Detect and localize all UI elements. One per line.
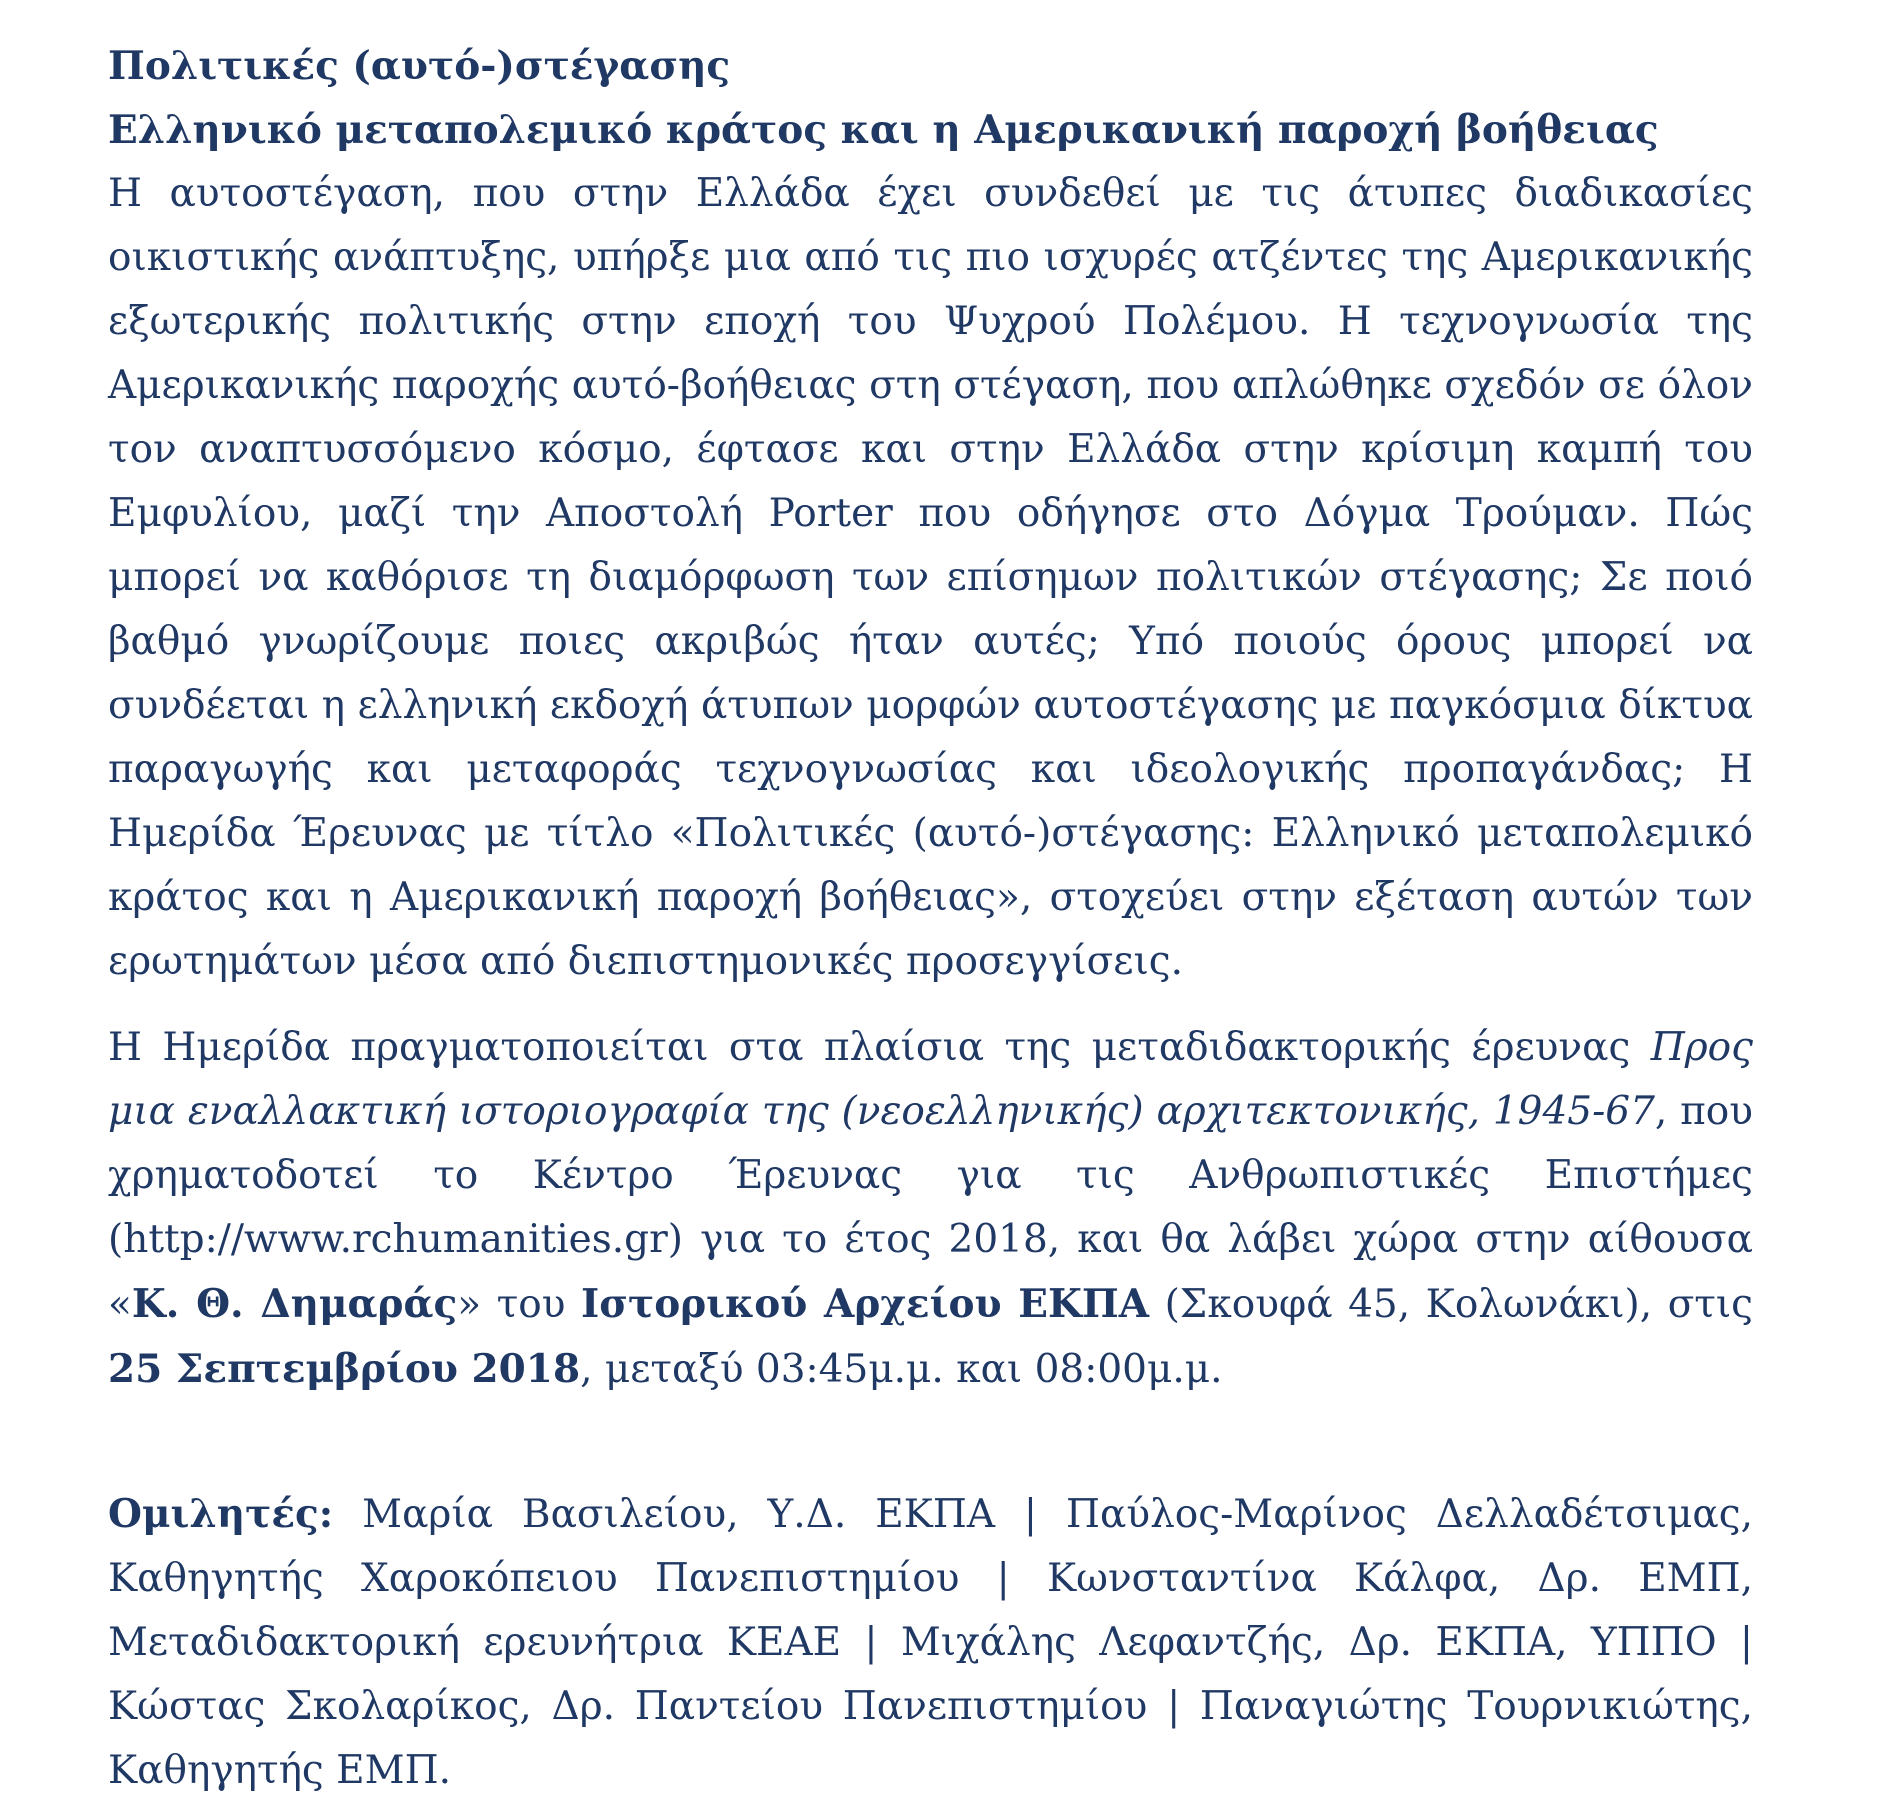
event-time: , μεταξύ 03:45μ.μ. και 08:00μ.μ. xyxy=(580,1347,1223,1392)
document-title: Πολιτικές (αυτό-)στέγασης xyxy=(108,43,731,89)
intro-paragraph: Η αυτοστέγαση, που στην Ελλάδα έχει συνδεθεί με τις άτυπες διαδικασίες οικιστικής ανάπτυξης, υπήρξε μια από τις πιο ισχυρές ατζέντες της Αμερικανικής εξωτερικής πολιτικής στην εποχή του Ψυχρού Πολέμου. Η τεχνογνωσία της Αμερικανικής παροχής αυτό-βοήθειας στη στέγαση, που απλώθηκε σχεδόν σε όλον τον αναπτυσσόμενο κόσμο, έφτασε και στην Ελλάδα στην κρίσιμη καμπή του Εμφυλίου, μαζί την Αποστολή Porter που οδήγησε στο Δόγμα Τρούμαν. Πώς μπορεί να καθόρισε τη διαμόρφωση των επίσημων πολιτικών στέγασης; Σε ποιό βαθμό γνωρίζουμε ποιες ακριβώς ήταν αυτές; Υπό ποιούς όρους μπορεί να συνδέεται η ελληνική εκδοχή άτυπων μορφών αυτοστέγασης με παγκόσμια δίκτυα παραγωγής και μεταφοράς τεχνογνωσίας και ιδεολογικής προπαγάνδας; Η Ημερίδα Έρευνας με τίτλο «Πολιτικές (αυτό-)στέγασης: Ελληνικό μεταπολεμικό κράτος και η Αμερικανική παροχή βοήθειας», στοχεύει στην εξέταση αυτών των ερωτημάτων μέσα από διεπιστημονικές προσεγγίσεις. xyxy=(108,171,1753,984)
room-name: Κ. Θ. Δημαράς xyxy=(131,1281,458,1327)
event-text-after-italic: , που χρηματοδοτεί το Κέντρο Έρευνας για τις Ανθρωπιστικές Επιστήμες (http://www.rchumanities.gr) για το έτος 2018, και θα λάβει χώρα στην αίθουσα « xyxy=(108,1089,1753,1327)
speakers-label: Ομιλητές: xyxy=(108,1491,334,1537)
event-text-before-italic: Η Ημερίδα πραγματοποιείται στα πλαίσια της μεταδιδακτορικής έρευνας xyxy=(108,1025,1651,1070)
research-project-title: Προς μια εναλλακτική ιστοριογραφία της (νεοελληνικής) αρχιτεκτονικής, 1945-67 xyxy=(108,1025,1753,1134)
event-paragraph xyxy=(108,1016,1753,1402)
archive-name: Ιστορικού Αρχείου ΕΚΠΑ xyxy=(580,1281,1150,1327)
event-date: 25 Σεπτεμβρίου 2018 xyxy=(108,1346,581,1392)
document-subtitle: Ελληνικό μεταπολεμικό κράτος και η Αμερικανική παροχή βοήθειας xyxy=(108,107,1659,153)
document-page xyxy=(108,34,1753,1803)
speakers-list: Μαρία Βασιλείου, Υ.Δ. ΕΚΠΑ | Παύλος-Μαρίνος Δελλαδέτσιμας, Καθηγητής Χαροκόπειου Πανεπιστημίου | Κωνσταντίνα Κάλφα, Δρ. ΕΜΠ, Μεταδιδακτορική ερευνήτρια ΚΕΑΕ | Μιχάλης Λεφαντζής, Δρ. ΕΚΠΑ, ΥΠΠΟ | Κώστας Σκολαρίκος, Δρ. Παντείου Πανεπιστημίου | Παναγιώτης Τουρνικιώτης, Καθηγητής ΕΜΠ. xyxy=(108,1492,1753,1793)
speakers-paragraph xyxy=(108,1482,1753,1803)
event-text-between: » του xyxy=(457,1282,581,1327)
address-text: (Σκουφά 45, Κολωνάκι), στις xyxy=(1149,1282,1754,1327)
